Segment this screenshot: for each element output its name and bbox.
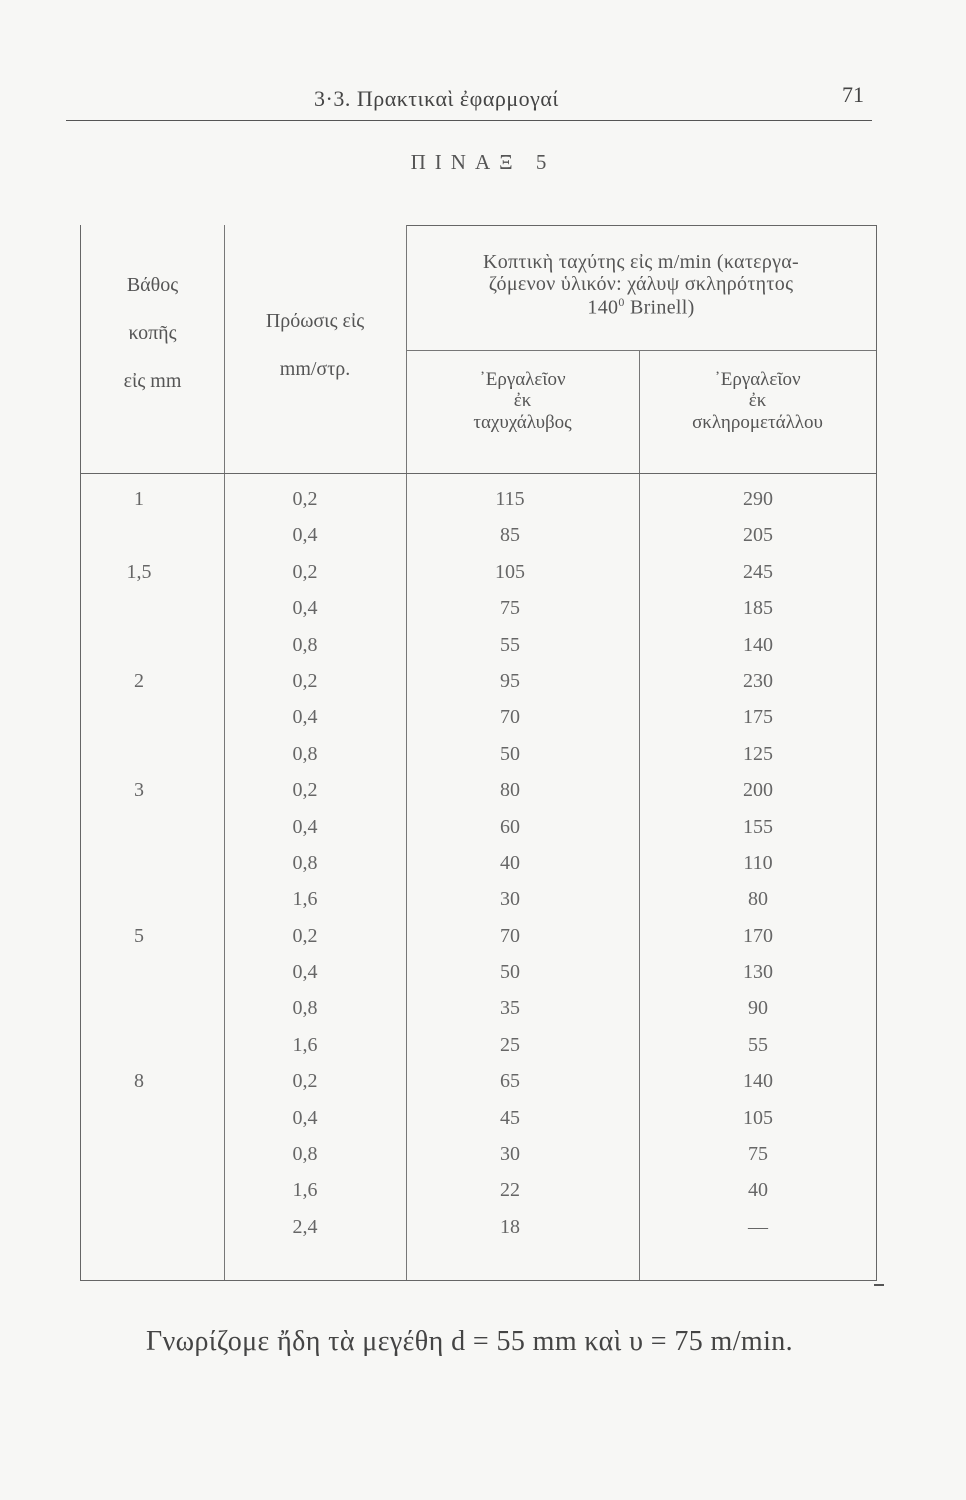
hss-speed-cell: 40 [500,851,520,874]
feed-cell: 0,4 [292,524,318,547]
table-row [80,524,875,560]
feed-cell: 1,6 [292,1033,318,1056]
table-row [80,925,875,961]
carbide-speed-cell: 75 [748,1143,768,1166]
table-row [80,488,875,524]
table-row [80,997,875,1033]
feed-cell: 0,2 [292,779,318,802]
carbide-speed-cell: 90 [748,997,768,1020]
hss-speed-cell: 105 [495,560,525,583]
header-tool-high-speed-steel: ᾿Εργαλεῖον ἐκ ταχυχάλυβος [473,369,572,433]
feed-cell: 1,6 [292,1179,318,1202]
depth-cell: 3 [134,779,144,802]
carbide-speed-cell: 40 [748,1179,768,1202]
page-header [66,76,872,121]
carbide-speed-cell: 130 [743,961,773,984]
footer-text: Γνωρίζομε ἤδη τὰ μεγέθη d = 55 mm καὶ υ = 75 m/min. [146,1326,794,1357]
carbide-speed-cell: 105 [743,1106,773,1129]
depth-cell: 8 [134,1070,144,1093]
table-row [80,1107,875,1143]
header-depth: Βάθος κοπῆς εἰς mm [123,274,182,392]
table-row [80,816,875,852]
table-row [80,743,875,779]
hss-speed-cell: 30 [500,888,520,911]
carbide-speed-cell: 290 [743,488,773,510]
hss-speed-cell: 70 [500,706,520,729]
depth-cell: 1,5 [126,560,152,583]
hss-speed-cell: 85 [500,524,520,547]
hss-speed-cell: 70 [500,924,520,947]
hss-speed-cell: 35 [500,997,520,1020]
feed-cell: 0,8 [292,1143,318,1166]
table-body [80,488,875,1252]
hss-speed-cell: 95 [500,669,520,692]
hss-speed-cell: 45 [500,1106,520,1129]
feed-cell: 0,4 [292,815,318,838]
table-row [80,706,875,742]
carbide-speed-cell: 200 [743,779,773,802]
feed-cell: 0,8 [292,851,318,874]
feed-cell: 0,8 [292,633,318,656]
depth-cell: 2 [134,669,144,692]
header-subdivider [406,350,876,351]
carbide-speed-cell: 110 [743,851,773,874]
hss-speed-cell: 60 [500,815,520,838]
feed-cell: 0,2 [292,924,318,947]
hss-speed-cell: 50 [500,742,520,765]
header-feed: Πρόωσις εἰς mm/στρ. [265,310,365,380]
table-title: ΠΙΝΑΞ 5 [410,150,556,174]
hss-speed-cell: 55 [500,633,520,656]
table-row [80,852,875,888]
table-row [80,1143,875,1179]
carbide-speed-cell: 80 [748,888,768,911]
hss-speed-cell: 22 [500,1179,520,1202]
table-row [80,961,875,997]
feed-cell: 0,8 [292,742,318,765]
carbide-speed-cell: 140 [743,633,773,656]
table-row [80,670,875,706]
feed-cell: 0,4 [292,961,318,984]
hss-speed-cell: 30 [500,1143,520,1166]
header-divider [81,473,876,474]
header-cutting-speed: Κοπτικὴ ταχύτης εἰς m/min (κατεργα- ζόμενον ὑλικόν: χάλυψ σκληρότητος $140^0$ Brinell) [482,251,800,319]
feed-cell: 0,4 [292,597,318,620]
hss-speed-cell: 18 [500,1215,520,1238]
page-number: 71 [842,82,864,107]
carbide-speed-cell: 185 [743,597,773,620]
depth-cell: 5 [134,924,144,947]
hss-speed-cell: 115 [495,488,525,510]
table-corner-mark [874,1284,884,1286]
table-row [80,1070,875,1106]
table-row [80,1034,875,1070]
table-row [80,888,875,924]
carbide-speed-cell: 125 [743,742,773,765]
running-title: 3·3. Πρακτικαὶ ἐφαρμογαί [314,86,559,111]
carbide-speed-cell: 245 [743,560,773,583]
feed-cell: 0,8 [292,997,318,1020]
feed-cell: 2,4 [292,1215,318,1238]
table-row [80,597,875,633]
carbide-speed-cell: — [748,1215,768,1238]
feed-cell: 0,4 [292,1106,318,1129]
carbide-speed-cell: 205 [743,524,773,547]
hss-speed-cell: 50 [500,961,520,984]
hss-speed-cell: 80 [500,779,520,802]
table-row [80,779,875,815]
feed-cell: 0,2 [292,488,318,510]
table-row [80,1216,875,1252]
header-tool-carbide: ᾿Εργαλεῖον ἐκ σκληρομετάλλου [692,369,823,433]
table-row [80,561,875,597]
carbide-speed-cell: 175 [743,706,773,729]
feed-cell: 1,6 [292,888,318,911]
table-row [80,1179,875,1215]
carbide-speed-cell: 155 [743,815,773,838]
hss-speed-cell: 25 [500,1033,520,1056]
feed-cell: 0,4 [292,706,318,729]
carbide-speed-cell: 55 [748,1033,768,1056]
feed-cell: 0,2 [292,669,318,692]
hss-speed-cell: 65 [500,1070,520,1093]
table-row [80,634,875,670]
feed-cell: 0,2 [292,560,318,583]
feed-cell: 0,2 [292,1070,318,1093]
carbide-speed-cell: 140 [743,1070,773,1093]
carbide-speed-cell: 230 [743,669,773,692]
depth-cell: 1 [134,488,144,510]
hss-speed-cell: 75 [500,597,520,620]
carbide-speed-cell: 170 [743,924,773,947]
